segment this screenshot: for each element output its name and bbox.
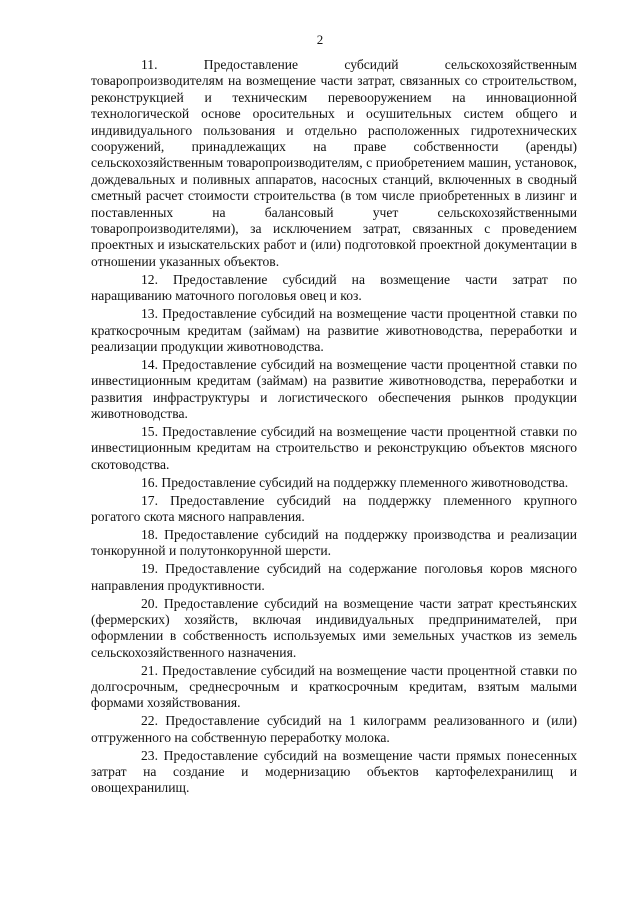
page-number: 2 (316, 32, 324, 47)
list-item-11: 11. Предоставление субсидий сельскохозяйственным товаропроизводителям на возмещение части затрат, связанных со строительством, реконструкцией и техническим перевооружением на инновационной технологической основе оросительных и осушительных систем общего и индивидуального пользования и отдельно расположенных гидротехнических сооружений, принадлежащих на праве собственности (аренды) сельскохозяйственным товаропроизводителям, с приобретением машин, установок, дождевальных и поливных аппаратов, насосных станций, включенных в сводный сметный расчет стоимости строительства (в том числе приобретенных в лизинг и поставленных на балансовый учет сельскохозяйственными товаропроизводителями), за исключением затрат, связанных с проведением проектных и изыскательских работ и (или) подготовкой проектной документации в отношении указанных объектов. (91, 57, 577, 269)
list-item-23: 23. Предоставление субсидий на возмещение части прямых понесенных затрат на создание и модернизацию объектов картофелехранилищ и овощехранилищ. (91, 747, 577, 796)
list-item-16: 16. Предоставление субсидий на поддержку племенного животноводства. (141, 474, 569, 490)
document-body (91, 57, 577, 798)
list-item-17: 17. Предоставление субсидий на поддержку племенного крупного рогатого скота мясного направления. (91, 492, 577, 524)
list-item-21: 21. Предоставление субсидий на возмещение части процентной ставки по долгосрочным, среднесрочным и краткосрочным кредитам, взятым малыми формами хозяйствования. (91, 662, 577, 711)
list-item-18: 18. Предоставление субсидий на поддержку производства и реализации тонкорунной и полутонкорунной шерсти. (91, 526, 577, 559)
list-item-14: 14. Предоставление субсидий на возмещение части процентной ставки по инвестиционным кредитам (займам) на развитие животноводства, переработки и развития инфраструктуры и логистического обеспечения рынков продукции животноводства. (91, 356, 577, 422)
list-item-12: 12. Предоставление субсидий на возмещение части затрат по наращиванию маточного поголовья овец и коз. (91, 271, 577, 304)
list-item-22: 22. Предоставление субсидий на 1 килограмм реализованного и (или) отгруженного на собственную переработку молока. (91, 713, 577, 745)
list-item-19: 19. Предоставление субсидий на содержание поголовья коров мясного направления продуктивности. (91, 561, 577, 593)
list-item-13: 13. Предоставление субсидий на возмещение части процентной ставки по краткосрочным кредитам (займам) на развитие животноводства, переработки и реализации продукции животноводства. (91, 306, 577, 354)
list-item-15: 15. Предоставление субсидий на возмещение части процентной ставки по инвестиционным кредитам на строительство и реконструкцию объектов мясного скотоводства. (91, 423, 577, 472)
list-item-20: 20. Предоставление субсидий на возмещение части затрат крестьянских (фермерских) хозяйств, включая индивидуальных предпринимателей, при оформлении в собственность используемых ими земельных участков из земель сельскохозяйственного назначения. (91, 595, 577, 660)
